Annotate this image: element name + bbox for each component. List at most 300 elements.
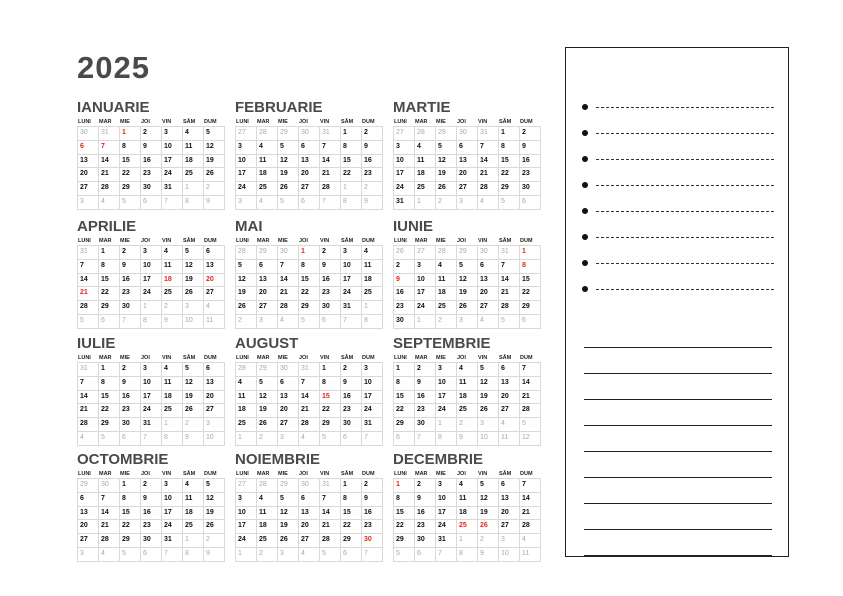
weekday-label: MIE	[436, 119, 446, 125]
adjacent-month-day-cell: 30	[478, 246, 499, 260]
day-cell: 3	[415, 260, 436, 274]
note-writing-line	[584, 399, 772, 400]
day-cell: 25	[362, 287, 383, 301]
note-bullet-row	[582, 154, 774, 164]
dotted-writing-line	[596, 133, 774, 134]
day-cell: 4	[362, 246, 383, 260]
weekday-label: JOI	[457, 355, 466, 361]
day-cell: 26	[183, 404, 204, 418]
day-cell: 20	[478, 287, 499, 301]
day-cell: 18	[436, 287, 457, 301]
bullet-dot-icon	[582, 208, 588, 214]
day-cell: 30	[394, 315, 415, 329]
day-cell: 14	[320, 507, 341, 521]
day-cell: 15	[394, 507, 415, 521]
day-cell: 3	[162, 479, 183, 493]
day-cell: 31	[162, 534, 183, 548]
weekday-label: MAR	[415, 471, 428, 477]
adjacent-month-day-cell: 9	[204, 196, 225, 210]
adjacent-month-day-cell: 1	[415, 315, 436, 329]
day-cell: 9	[362, 493, 383, 507]
day-cell: 26	[457, 301, 478, 315]
holiday-day-cell: 6	[78, 141, 99, 155]
adjacent-month-day-cell: 1	[236, 432, 257, 446]
day-cell: 19	[183, 274, 204, 288]
note-bullet-row	[582, 258, 774, 268]
day-cell: 11	[257, 155, 278, 169]
adjacent-month-day-cell: 7	[162, 196, 183, 210]
day-cell: 27	[204, 287, 225, 301]
day-cell: 2	[120, 363, 141, 377]
day-cell: 4	[257, 141, 278, 155]
day-cell: 8	[99, 377, 120, 391]
day-cell: 18	[162, 391, 183, 405]
adjacent-month-day-cell: 28	[257, 127, 278, 141]
weekday-label: LUNI	[236, 471, 249, 477]
adjacent-month-day-cell: 5	[120, 196, 141, 210]
day-cell: 14	[99, 155, 120, 169]
weekday-label: VIN	[320, 471, 330, 477]
day-cell: 6	[457, 141, 478, 155]
day-cell: 14	[78, 274, 99, 288]
day-cell: 5	[183, 363, 204, 377]
day-cell: 8	[499, 141, 520, 155]
adjacent-month-day-cell: 27	[415, 246, 436, 260]
day-cell: 3	[141, 246, 162, 260]
bullet-dot-icon	[582, 130, 588, 136]
day-cell: 17	[362, 391, 383, 405]
bullet-dot-icon	[582, 260, 588, 266]
day-cell: 28	[78, 301, 99, 315]
weekday-label: DUM	[520, 119, 533, 125]
day-cell: 28	[78, 418, 99, 432]
day-cell: 6	[478, 260, 499, 274]
weekday-label: MIE	[278, 355, 288, 361]
weekday-label: VIN	[478, 355, 488, 361]
note-writing-line	[584, 347, 772, 348]
day-cell: 12	[257, 391, 278, 405]
adjacent-month-day-cell: 30	[457, 127, 478, 141]
adjacent-month-day-cell: 10	[478, 432, 499, 446]
day-cell: 22	[299, 287, 320, 301]
day-cell: 7	[520, 479, 541, 493]
adjacent-month-day-cell: 28	[236, 246, 257, 260]
day-cell: 24	[362, 404, 383, 418]
adjacent-month-day-cell: 1	[183, 182, 204, 196]
adjacent-month-day-cell: 2	[457, 418, 478, 432]
day-cell: 13	[257, 274, 278, 288]
day-cell: 2	[141, 479, 162, 493]
day-cell: 8	[341, 493, 362, 507]
holiday-day-cell: 26	[478, 520, 499, 534]
day-cell: 3	[236, 141, 257, 155]
day-cell: 9	[415, 493, 436, 507]
day-cell: 14	[78, 391, 99, 405]
day-cell: 26	[436, 182, 457, 196]
adjacent-month-day-cell: 26	[394, 246, 415, 260]
day-cell: 16	[415, 391, 436, 405]
day-cell: 21	[520, 391, 541, 405]
adjacent-month-day-cell: 27	[236, 127, 257, 141]
weekday-label: DUM	[362, 238, 375, 244]
day-cell: 11	[436, 274, 457, 288]
day-cell: 15	[120, 507, 141, 521]
day-cell: 8	[320, 377, 341, 391]
day-cell: 1	[99, 363, 120, 377]
day-cell: 20	[78, 168, 99, 182]
adjacent-month-day-cell: 8	[183, 548, 204, 562]
note-writing-line	[584, 451, 772, 452]
day-cell: 10	[236, 155, 257, 169]
day-cell: 22	[394, 520, 415, 534]
day-cell: 28	[320, 534, 341, 548]
day-cell: 6	[299, 141, 320, 155]
weekday-label: MAR	[415, 355, 428, 361]
weekday-label: MAR	[99, 471, 112, 477]
day-cell: 29	[499, 182, 520, 196]
adjacent-month-day-cell: 6	[320, 315, 341, 329]
day-cell: 30	[141, 182, 162, 196]
weekday-label: DUM	[362, 355, 375, 361]
day-cell: 24	[415, 301, 436, 315]
weekday-label: LUNI	[78, 355, 91, 361]
day-cell: 25	[236, 418, 257, 432]
day-cell: 15	[99, 391, 120, 405]
day-cell: 15	[394, 391, 415, 405]
day-cell: 17	[162, 155, 183, 169]
day-cell: 18	[415, 168, 436, 182]
weekday-header	[235, 470, 382, 478]
day-cell: 7	[320, 141, 341, 155]
day-cell: 11	[183, 493, 204, 507]
day-cell: 7	[320, 493, 341, 507]
day-cell: 30	[415, 418, 436, 432]
weekday-label: SÂM	[341, 119, 354, 125]
adjacent-month-day-cell: 31	[78, 363, 99, 377]
day-cell: 27	[299, 534, 320, 548]
day-cell: 20	[257, 287, 278, 301]
weekday-label: SÂM	[341, 355, 354, 361]
adjacent-month-day-cell: 28	[236, 363, 257, 377]
holiday-day-cell: 1	[520, 246, 541, 260]
day-cell: 22	[341, 168, 362, 182]
day-cell: 20	[278, 404, 299, 418]
day-cell: 7	[478, 141, 499, 155]
day-cell: 20	[204, 391, 225, 405]
holiday-day-cell: 15	[320, 391, 341, 405]
day-cell: 3	[394, 141, 415, 155]
weekday-label: MAR	[415, 238, 428, 244]
day-cell: 10	[436, 493, 457, 507]
day-cell: 9	[141, 141, 162, 155]
adjacent-month-day-cell: 5	[99, 432, 120, 446]
day-cell: 28	[320, 182, 341, 196]
day-cell: 1	[394, 363, 415, 377]
adjacent-month-day-cell: 6	[141, 548, 162, 562]
weekday-label: SÂM	[499, 119, 512, 125]
day-cell: 15	[299, 274, 320, 288]
weekday-label: SÂM	[183, 471, 196, 477]
day-cell: 17	[436, 391, 457, 405]
day-cell: 26	[257, 418, 278, 432]
weekday-label: DUM	[362, 119, 375, 125]
day-cell: 27	[204, 404, 225, 418]
day-cell: 11	[362, 260, 383, 274]
adjacent-month-day-cell: 5	[320, 432, 341, 446]
day-cell: 29	[394, 418, 415, 432]
weekday-label: MIE	[278, 471, 288, 477]
adjacent-month-day-cell: 2	[362, 182, 383, 196]
day-cell: 25	[183, 168, 204, 182]
day-cell: 20	[499, 507, 520, 521]
weekday-label: MIE	[278, 238, 288, 244]
weekday-label: VIN	[162, 238, 172, 244]
day-cell: 12	[236, 274, 257, 288]
adjacent-month-day-cell: 7	[415, 432, 436, 446]
adjacent-month-day-cell: 4	[99, 548, 120, 562]
adjacent-month-day-cell: 28	[415, 127, 436, 141]
day-cell: 10	[141, 260, 162, 274]
note-bullet-row	[582, 206, 774, 216]
adjacent-month-day-cell: 8	[341, 196, 362, 210]
day-cell: 20	[499, 391, 520, 405]
bullet-dot-icon	[582, 182, 588, 188]
day-cell: 18	[457, 507, 478, 521]
day-cell: 3	[341, 246, 362, 260]
adjacent-month-day-cell: 1	[436, 418, 457, 432]
weekday-label: JOI	[141, 355, 150, 361]
weekday-header	[235, 354, 382, 362]
adjacent-month-day-cell: 27	[394, 127, 415, 141]
day-cell: 17	[415, 287, 436, 301]
day-cell: 26	[183, 287, 204, 301]
day-cell: 19	[478, 507, 499, 521]
day-cell: 10	[415, 274, 436, 288]
day-cell: 1	[99, 246, 120, 260]
adjacent-month-day-cell: 7	[362, 432, 383, 446]
adjacent-month-day-cell: 4	[478, 196, 499, 210]
month-name: SEPTEMBRIE	[393, 335, 491, 352]
day-cell: 8	[299, 260, 320, 274]
day-cell: 16	[520, 155, 541, 169]
day-cell: 24	[394, 182, 415, 196]
day-cell: 27	[78, 182, 99, 196]
adjacent-month-day-cell: 31	[499, 246, 520, 260]
adjacent-month-day-cell: 31	[299, 363, 320, 377]
day-cell: 5	[236, 260, 257, 274]
dotted-writing-line	[596, 237, 774, 238]
day-cell: 30	[320, 301, 341, 315]
note-bullet-row	[582, 102, 774, 112]
adjacent-month-day-cell: 8	[183, 196, 204, 210]
day-cell: 15	[520, 274, 541, 288]
adjacent-month-day-cell: 7	[162, 548, 183, 562]
holiday-day-cell: 25	[457, 520, 478, 534]
adjacent-month-day-cell: 2	[183, 418, 204, 432]
day-cell: 28	[99, 182, 120, 196]
day-cell: 2	[141, 127, 162, 141]
adjacent-month-day-cell: 7	[362, 548, 383, 562]
day-cell: 28	[299, 418, 320, 432]
adjacent-month-day-cell: 2	[162, 301, 183, 315]
adjacent-month-day-cell: 6	[520, 315, 541, 329]
day-cell: 31	[436, 534, 457, 548]
day-cell: 10	[236, 507, 257, 521]
day-cell: 1	[320, 363, 341, 377]
note-writing-line	[584, 529, 772, 530]
day-cell: 24	[162, 520, 183, 534]
adjacent-month-day-cell: 4	[299, 432, 320, 446]
day-cell: 12	[457, 274, 478, 288]
day-cell: 17	[236, 520, 257, 534]
day-cell: 24	[436, 404, 457, 418]
day-cell: 12	[204, 493, 225, 507]
weekday-label: JOI	[457, 238, 466, 244]
weekday-header	[393, 354, 540, 362]
day-cell: 31	[341, 301, 362, 315]
day-cell: 15	[341, 507, 362, 521]
day-cell: 3	[362, 363, 383, 377]
day-cell: 16	[120, 274, 141, 288]
month-name: IULIE	[77, 335, 116, 352]
dotted-writing-line	[596, 263, 774, 264]
day-cell: 4	[457, 363, 478, 377]
day-cell: 27	[257, 301, 278, 315]
day-cell: 13	[278, 391, 299, 405]
day-cell: 12	[436, 155, 457, 169]
weekday-label: LUNI	[394, 471, 407, 477]
holiday-day-cell: 9	[394, 274, 415, 288]
adjacent-month-day-cell: 30	[278, 363, 299, 377]
day-cell: 24	[141, 287, 162, 301]
adjacent-month-day-cell: 4	[204, 301, 225, 315]
weekday-label: DUM	[204, 238, 217, 244]
adjacent-month-day-cell: 9	[183, 432, 204, 446]
day-cell: 8	[99, 260, 120, 274]
day-cell: 25	[183, 520, 204, 534]
adjacent-month-day-cell: 5	[78, 315, 99, 329]
day-cell: 18	[457, 391, 478, 405]
adjacent-month-day-cell: 30	[78, 127, 99, 141]
weekday-label: LUNI	[78, 471, 91, 477]
holiday-day-cell: 21	[78, 287, 99, 301]
day-cell: 5	[183, 246, 204, 260]
day-cell: 23	[141, 168, 162, 182]
day-grid	[235, 362, 383, 446]
adjacent-month-day-cell: 9	[478, 548, 499, 562]
weekday-label: MIE	[120, 238, 130, 244]
day-cell: 11	[457, 377, 478, 391]
day-cell: 14	[520, 377, 541, 391]
adjacent-month-day-cell: 6	[299, 196, 320, 210]
weekday-label: DUM	[520, 471, 533, 477]
dotted-writing-line	[596, 211, 774, 212]
day-cell: 28	[478, 182, 499, 196]
day-cell: 4	[415, 141, 436, 155]
adjacent-month-day-cell: 29	[257, 246, 278, 260]
day-cell: 20	[78, 520, 99, 534]
day-cell: 22	[99, 404, 120, 418]
adjacent-month-day-cell: 6	[415, 548, 436, 562]
day-cell: 3	[436, 479, 457, 493]
adjacent-month-day-cell: 3	[78, 196, 99, 210]
day-cell: 12	[183, 377, 204, 391]
calendar-year-title: 2025	[77, 50, 150, 85]
note-writing-line	[584, 373, 772, 374]
weekday-label: MAR	[257, 119, 270, 125]
day-cell: 9	[120, 260, 141, 274]
day-cell: 15	[120, 155, 141, 169]
adjacent-month-day-cell: 4	[78, 432, 99, 446]
day-cell: 30	[120, 301, 141, 315]
day-cell: 25	[162, 404, 183, 418]
day-cell: 5	[204, 127, 225, 141]
weekday-label: MIE	[120, 355, 130, 361]
weekday-label: LUNI	[394, 238, 407, 244]
day-cell: 25	[415, 182, 436, 196]
weekday-label: LUNI	[394, 355, 407, 361]
day-cell: 28	[278, 301, 299, 315]
day-cell: 26	[204, 520, 225, 534]
day-cell: 22	[341, 520, 362, 534]
day-cell: 1	[341, 127, 362, 141]
weekday-label: LUNI	[236, 238, 249, 244]
adjacent-month-day-cell: 4	[278, 315, 299, 329]
day-cell: 13	[499, 493, 520, 507]
weekday-label: SÂM	[183, 119, 196, 125]
day-cell: 8	[120, 141, 141, 155]
day-grid	[77, 245, 225, 329]
adjacent-month-day-cell: 29	[78, 479, 99, 493]
weekday-label: MAR	[257, 355, 270, 361]
adjacent-month-day-cell: 1	[362, 301, 383, 315]
adjacent-month-day-cell: 5	[499, 315, 520, 329]
bullet-dot-icon	[582, 286, 588, 292]
day-cell: 23	[120, 404, 141, 418]
day-cell: 14	[478, 155, 499, 169]
day-cell: 23	[415, 520, 436, 534]
day-cell: 6	[499, 479, 520, 493]
day-cell: 23	[120, 287, 141, 301]
adjacent-month-day-cell: 8	[457, 548, 478, 562]
holiday-day-cell: 1	[299, 246, 320, 260]
weekday-label: JOI	[141, 238, 150, 244]
day-cell: 14	[299, 391, 320, 405]
day-cell: 14	[278, 274, 299, 288]
day-cell: 8	[394, 377, 415, 391]
day-cell: 29	[99, 301, 120, 315]
day-cell: 16	[141, 155, 162, 169]
dotted-writing-line	[596, 107, 774, 108]
weekday-label: SÂM	[183, 238, 196, 244]
day-cell: 19	[436, 168, 457, 182]
adjacent-month-day-cell: 4	[257, 196, 278, 210]
day-cell: 5	[278, 141, 299, 155]
adjacent-month-day-cell: 2	[436, 196, 457, 210]
adjacent-month-day-cell: 6	[99, 315, 120, 329]
day-cell: 4	[183, 127, 204, 141]
day-cell: 15	[499, 155, 520, 169]
adjacent-month-day-cell: 4	[520, 534, 541, 548]
adjacent-month-day-cell: 3	[278, 548, 299, 562]
adjacent-month-day-cell: 2	[257, 548, 278, 562]
day-cell: 4	[436, 260, 457, 274]
day-cell: 19	[278, 520, 299, 534]
day-cell: 10	[162, 141, 183, 155]
weekday-label: VIN	[320, 355, 330, 361]
day-cell: 23	[394, 301, 415, 315]
note-bullet-row	[582, 128, 774, 138]
